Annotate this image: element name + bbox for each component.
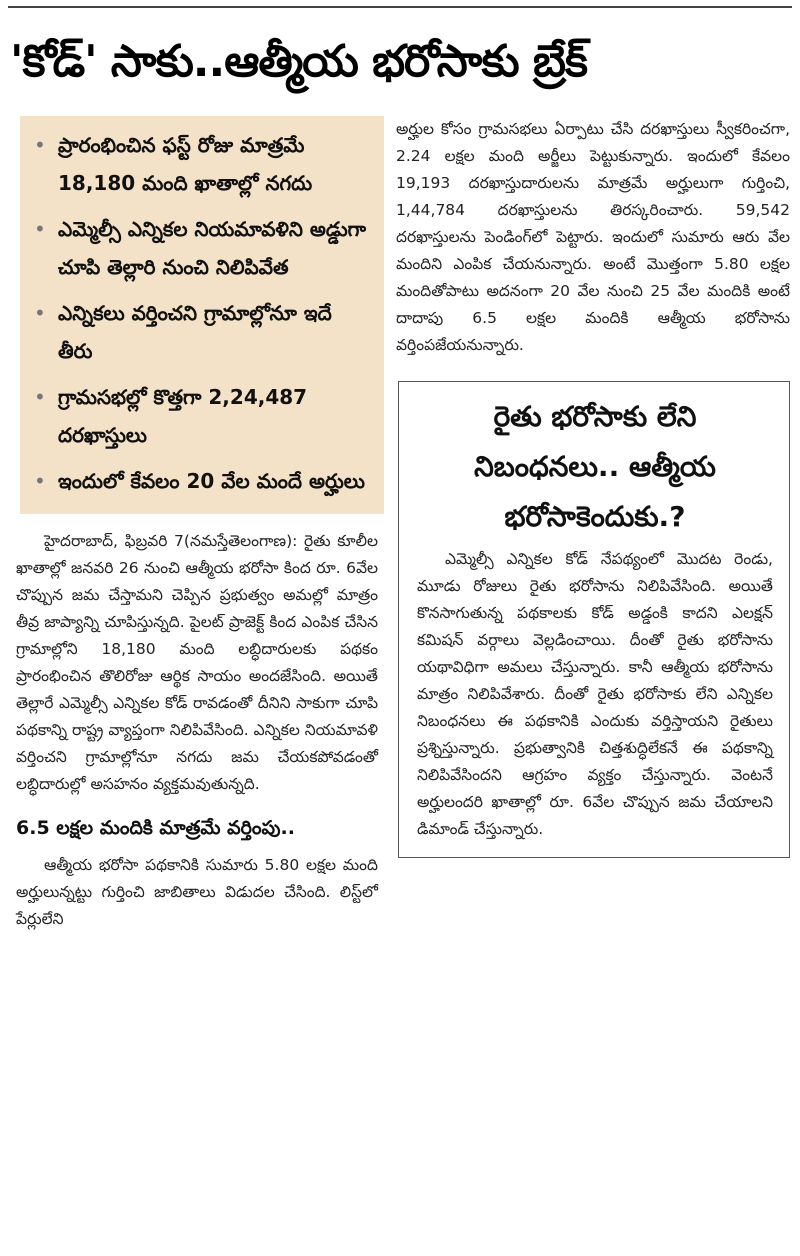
sidebar-title: రైతు భరోసాకు లేని నిబంధనలు.. ఆత్మీయ భరోసాకెందుకు.?: [474, 400, 716, 533]
bullet-icon: •: [34, 385, 46, 409]
highlight-item: [34, 294, 372, 370]
bullet-icon: •: [34, 469, 46, 493]
highlight-text: గ్రామసభల్లో కొత్తగా 2,24,487 దరఖాస్తులు: [58, 385, 308, 447]
highlight-item: [34, 126, 372, 202]
headline: 'కోడ్' సాకు..ఆత్మీయ భరోసాకు బ్రేక్: [10, 36, 587, 87]
article-lead: హైదరాబాద్, ఫిబ్రవరి 7(నమస్తేతెలంగాణ): రైతు కూలీల ఖాతాల్లో జనవరి 26 నుంచి ఆత్మీయ భరోసా కింద రూ. 6వేల చొప్పున జమ చేస్తామని చెప్పిన ప్రభుత్వం అమల్లో మాత్రం తీవ్ర జాప్యాన్ని చూపిస్తున్నది. పైలట్ ప్రాజెక్ట్ కింద ఎంపిక చేసిన గ్రామాల్లోని 18,180 మంది లబ్ధిదారులకు పథకం ప్రారంభించిన తొలిరోజు ఆర్థిక సాయం అందజేసింది. అయితే తెల్లారే ఎమ్మెల్సీ ఎన్నికల కోడ్ రావడంతో దీనిని సాకుగా చూపి పథకాన్ని రాష్ట్ర వ్యాప్తంగా నిలిపివేసింది. ఎన్నికల నియమావళి వర్తించని గ్రామాల్లోనూ నగదు జమ చేయకపోవడంతో లబ్ధిదారుల్లో అసహనం వ్యక్తమవుతున్నది.: [16, 532, 378, 793]
sidebar-body: ఎమ్మెల్సీ ఎన్నికల కోడ్ నేపథ్యంలో మొదట రెండు, మూడు రోజులు రైతు భరోసాను నిలిపివేసింది. అయితే కొనసాగుతున్న పథకాలకు కోడ్ అడ్డంకి కాదని ఎలక్షన్ కమిషన్ వర్గాలు వెల్లడించాయి. దీంతో రైతు భరోసాను యథావిధిగా అమలు చేస్తున్నారు. కానీ ఆత్మీయ భరోసాను మాత్రం నిలిపివేశారు. దీంతో రైతు భరోసాకు లేని ఎన్నికల నిబంధనలు ఈ పథకానికి ఎందుకు వర్తిస్తాయని రైతులు ప్రశ్నిస్తున్నారు. ప్రభుత్వానికి చిత్తశుద్ధిలేకనే ఈ పథకాన్ని నిలిపివేసిందని ఆగ్రహం వ్యక్తం చేస్తున్నారు. వెంటనే అర్హులందరి ఖాతాల్లో రూ. 6వేల చొప్పున జమ చేయాలని డిమాండ్ చేస్తున్నారు.: [417, 550, 773, 838]
highlight-item: [34, 462, 372, 500]
article-paragraph-continued: అర్హుల కోసం గ్రామసభలు ఏర్పాటు చేసి దరఖాస్తులు స్వీకరించగా, 2.24 లక్షల మంది అర్జీలు పెట్టుకున్నారు. ఇందులో కేవలం 19,193 దరఖాస్తుదారులను మాత్రమే అర్హులుగా గుర్తించి, 1,44,784 దరఖాస్తులను తిరస్కరించారు. 59,542 దరఖాస్తులను పెండింగ్‌లో పెట్టారు. ఇందులో సుమారు ఆరు వేల మందిని ఎంపిక చేయనున్నారు. అంటే మొత్తంగా 5.80 లక్షల మందితోపాటు అదనంగా 20 వేల నుంచి 25 వేల మందికి అంటే దాదాపు 6.5 లక్షల మందికి ఆత్మీయ భరోసాను వర్తింపజేయనున్నారు.: [396, 120, 790, 354]
highlights-box: [20, 116, 384, 514]
highlight-text: ఇందులో కేవలం 20 వేల మందే అర్హులు: [58, 469, 365, 493]
subheading: 6.5 లక్షల మందికి మాత్రమే వర్తింపు..: [16, 817, 295, 839]
bullet-icon: •: [34, 217, 46, 241]
sidebar-box: [398, 381, 790, 858]
article-paragraph: ఆత్మీయ భరోసా పథకానికి సుమారు 5.80 లక్షల మంది అర్హులున్నట్టు గుర్తించి జాబితాలు విడుదల చేసింది. లిస్ట్‌లో పేర్లులేని: [16, 856, 378, 928]
highlight-text: ఎన్నికలు వర్తించని గ్రామాల్లోనూ ఇదే తీరు: [58, 301, 332, 363]
bullet-icon: •: [34, 133, 46, 157]
right-column: [396, 116, 790, 858]
highlight-item: [34, 210, 372, 286]
highlight-text: ప్రారంభించిన ఫస్ట్ రోజు మాత్రమే 18,180 మంది ఖాతాల్లో నగదు: [58, 133, 313, 195]
left-column: [16, 116, 378, 933]
highlight-item: [34, 378, 372, 454]
top-rule: [8, 6, 792, 8]
highlight-text: ఎమ్మెల్సీ ఎన్నికల నియమావళిని అడ్డుగా చూపి తెల్లారి నుంచి నిలిపివేత: [58, 217, 367, 279]
bullet-icon: •: [34, 301, 46, 325]
